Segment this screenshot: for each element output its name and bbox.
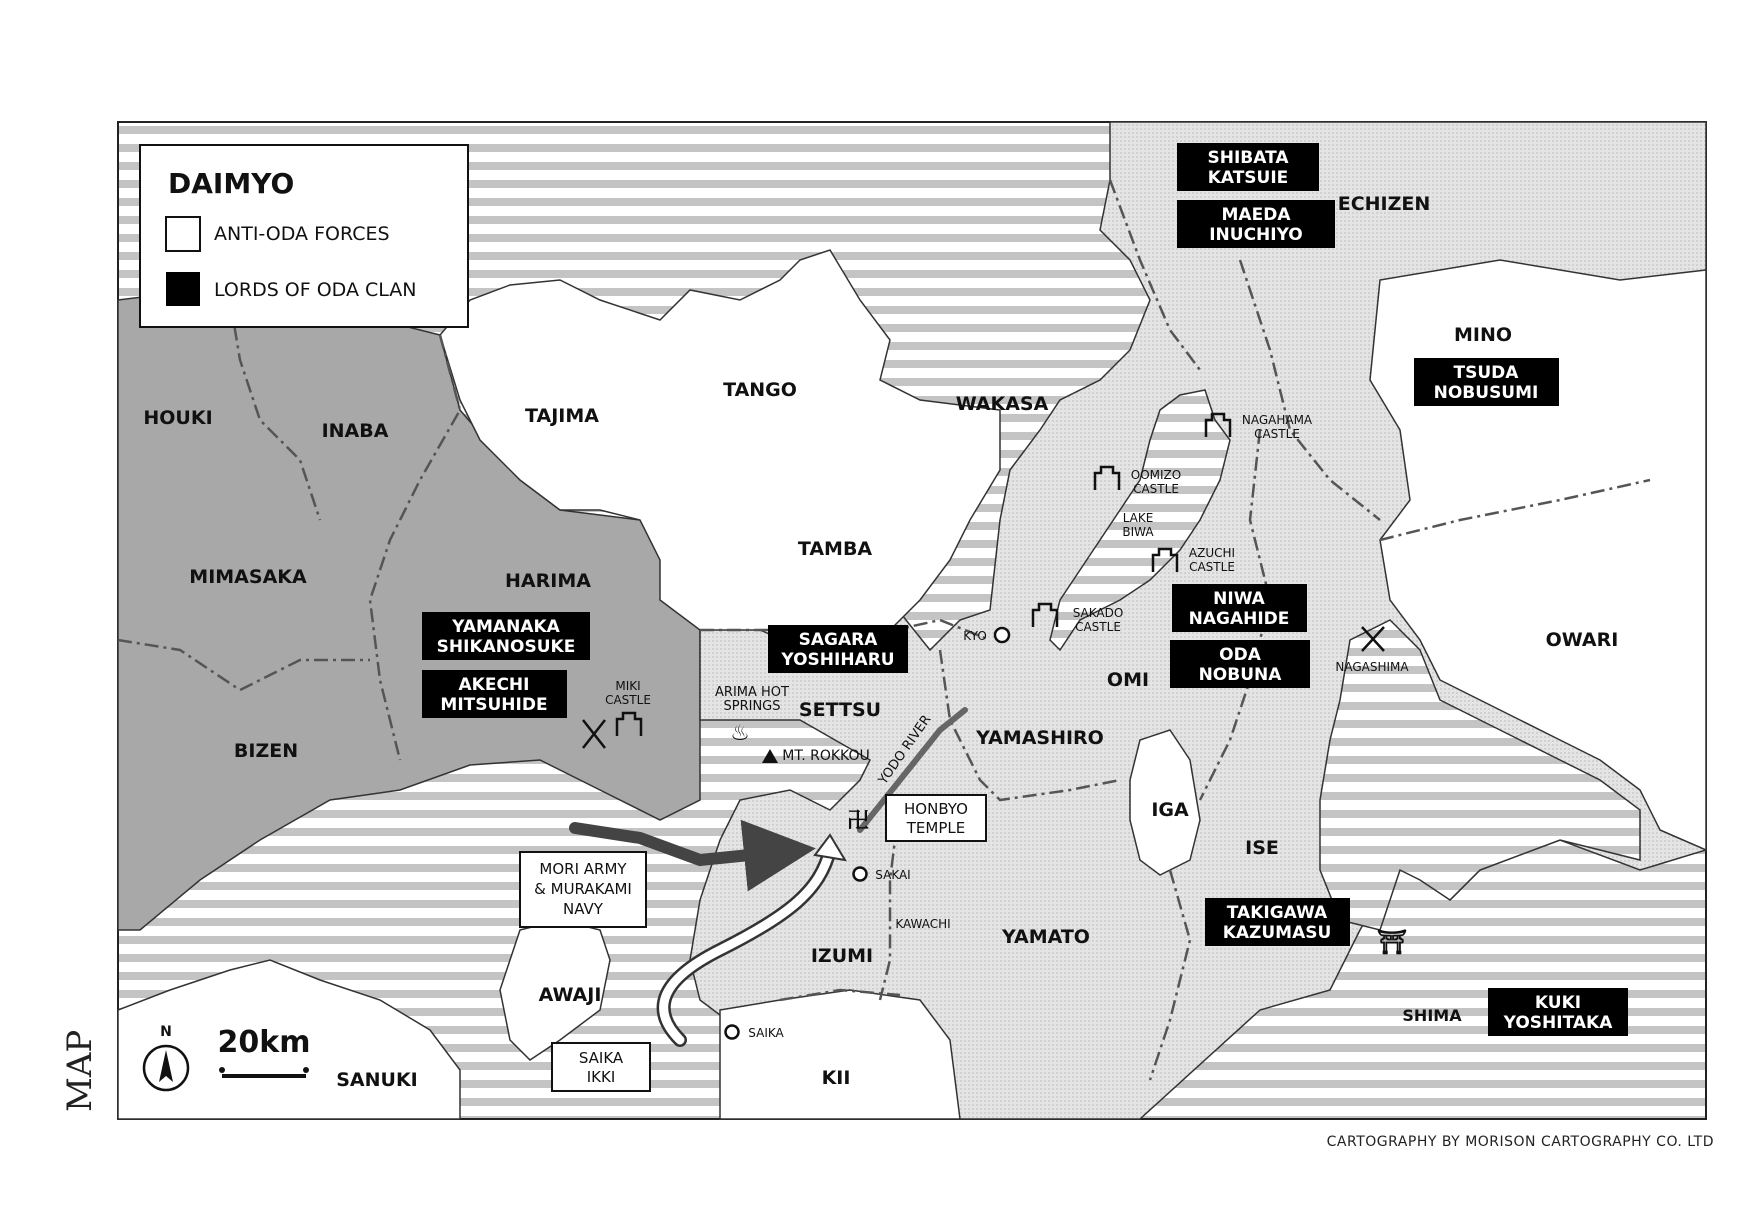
scale-bar-end-right xyxy=(303,1067,309,1073)
temple-icon: 卍 xyxy=(846,809,870,834)
lake-biwa-label-1: LAKE xyxy=(1122,511,1154,525)
lord-akechi-line2: MITSUHIDE xyxy=(440,695,548,715)
lord-tsuda-line2: NOBUSUMI xyxy=(1433,383,1539,403)
province-iga: IGA xyxy=(1151,799,1189,821)
lord-niwa-line2: NAGAHIDE xyxy=(1188,609,1290,629)
kyo-marker xyxy=(995,628,1009,642)
hot-springs-icon: ♨ xyxy=(730,721,750,746)
province-inaba: INABA xyxy=(321,420,389,442)
province-harima: HARIMA xyxy=(505,570,591,592)
lord-takigawa-kazumasu xyxy=(1205,898,1350,946)
rokkou-label: MT. ROKKOU xyxy=(782,748,870,764)
lord-takigawa-line2: KAZUMASU xyxy=(1222,923,1332,943)
sakado-label-1: SAKADO xyxy=(1072,606,1124,620)
legend-title: DAIMYO xyxy=(168,167,295,200)
province-yamato: YAMATO xyxy=(1002,926,1090,948)
province-bizen: BIZEN xyxy=(233,740,299,762)
anti-oda-honbyo-temple xyxy=(886,795,986,841)
province-tango: TANGO xyxy=(723,379,797,401)
province-houki: HOUKI xyxy=(143,407,213,429)
lord-sagara-yoshiharu xyxy=(768,625,908,673)
province-mimasaka: MIMASAKA xyxy=(189,566,307,588)
legend-swatch-anti-oda xyxy=(166,217,200,251)
scale-bar-end-left xyxy=(219,1067,225,1073)
province-ise: ISE xyxy=(1245,837,1279,859)
cartography-credit: CARTOGRAPHY BY MORISON CARTOGRAPHY CO. LTD xyxy=(1326,1134,1714,1150)
lord-maeda-line2: INUCHIYO xyxy=(1209,225,1303,245)
lord-oda-line2: NOBUNA xyxy=(1198,665,1282,685)
azuchi-label-2: CASTLE xyxy=(1189,560,1235,574)
anti-oda-saika-ikki xyxy=(552,1043,650,1091)
lord-akechi-mitsuhide xyxy=(422,670,567,718)
shrine-icon: ⛩ xyxy=(1376,928,1408,956)
legend-swatch-oda xyxy=(166,272,200,306)
saika-label: SAIKA xyxy=(748,1026,784,1040)
province-kii: KII xyxy=(821,1067,851,1089)
province-mino: MINO xyxy=(1453,324,1513,346)
lord-sagara-line2: YOSHIHARU xyxy=(781,650,895,670)
compass-north-label: N xyxy=(160,1024,172,1040)
province-omi: OMI xyxy=(1106,669,1150,691)
province-tajima: TAJIMA xyxy=(525,405,599,427)
lord-tsuda-line1: TSUDA xyxy=(1453,363,1519,383)
arima-label-1: ARIMA HOT xyxy=(715,685,789,700)
mori-line1: MORI ARMY xyxy=(539,860,627,878)
lord-oda-nobuna xyxy=(1170,640,1310,688)
lord-tsuda-nobusumi xyxy=(1414,358,1559,406)
sakai-label: SAKAI xyxy=(875,868,911,882)
legend-label-anti-oda: ANTI-ODA FORCES xyxy=(214,223,390,245)
lord-akechi-line1: AKECHI xyxy=(458,675,530,695)
province-tamba: TAMBA xyxy=(797,538,873,560)
province-yamashiro: YAMASHIRO xyxy=(976,727,1104,749)
saika-ikki-line2: IKKI xyxy=(586,1068,616,1086)
lord-niwa-nagahide xyxy=(1172,584,1307,632)
yodo-river-label: YODO RIVER xyxy=(875,712,935,788)
miki-label-2: CASTLE xyxy=(605,693,651,707)
anti-oda-mori-army xyxy=(520,852,646,927)
nagahama-label-2: CASTLE xyxy=(1254,427,1300,441)
sakai-marker xyxy=(854,868,867,881)
lord-kuki-line1: KUKI xyxy=(1534,993,1582,1013)
lord-yamanaka-line1: YAMANAKA xyxy=(452,617,560,637)
mori-line3: NAVY xyxy=(563,900,603,918)
lord-kuki-line2: YOSHITAKA xyxy=(1503,1013,1613,1033)
honbyo-line2: TEMPLE xyxy=(906,819,966,837)
kii-region xyxy=(720,990,960,1119)
lord-maeda-line1: MAEDA xyxy=(1221,205,1291,225)
arima-label-2: SPRINGS xyxy=(723,699,781,714)
province-awaji: AWAJI xyxy=(538,984,602,1006)
lord-shibata-line1: SHIBATA xyxy=(1207,148,1289,168)
oomizo-label-2: CASTLE xyxy=(1133,482,1179,496)
province-owari: OWARI xyxy=(1545,629,1619,651)
lord-yamanaka-line2: SHIKANOSUKE xyxy=(436,637,576,657)
scale-label: 20km xyxy=(217,1025,311,1060)
lord-maeda-inuchiyo xyxy=(1177,200,1335,248)
lake-biwa-label-2: BIWA xyxy=(1122,525,1154,539)
province-wakasa: WAKASA xyxy=(955,393,1049,415)
honbyo-line1: HONBYO xyxy=(904,800,968,818)
saika-marker xyxy=(726,1026,739,1039)
legend-label-oda: LORDS OF ODA CLAN xyxy=(214,279,417,301)
side-title: MAP xyxy=(60,1029,100,1112)
province-izumi: IZUMI xyxy=(810,945,874,967)
province-echizen: ECHIZEN xyxy=(1337,193,1431,215)
nagashima-label: NAGASHIMA xyxy=(1335,660,1409,674)
province-shima: SHIMA xyxy=(1402,1006,1462,1025)
azuchi-label-1: AZUCHI xyxy=(1188,546,1236,560)
saika-ikki-line1: SAIKA xyxy=(578,1049,624,1067)
lord-shibata-line2: KATSUIE xyxy=(1207,168,1289,188)
nagahama-label-1: NAGAHAMA xyxy=(1241,413,1313,427)
miki-label-1: MIKI xyxy=(615,679,641,693)
kyo-label: KYO xyxy=(963,629,987,643)
lord-niwa-line1: NIWA xyxy=(1213,589,1265,609)
province-kawachi: KAWACHI xyxy=(895,917,951,931)
lord-oda-line1: ODA xyxy=(1219,645,1261,665)
lord-takigawa-line1: TAKIGAWA xyxy=(1226,903,1328,923)
lord-kuki-yoshitaka xyxy=(1488,988,1628,1036)
province-sanuki: SANUKI xyxy=(336,1069,418,1091)
lord-shibata-katsuie xyxy=(1177,143,1319,191)
mori-line2: & MURAKAMI xyxy=(534,880,632,898)
lord-yamanaka-shikanosuke xyxy=(422,612,590,660)
sakado-label-2: CASTLE xyxy=(1075,620,1121,634)
oomizo-label-1: OOMIZO xyxy=(1130,468,1182,482)
lord-sagara-line1: SAGARA xyxy=(798,630,878,650)
province-settsu: SETTSU xyxy=(798,699,882,721)
